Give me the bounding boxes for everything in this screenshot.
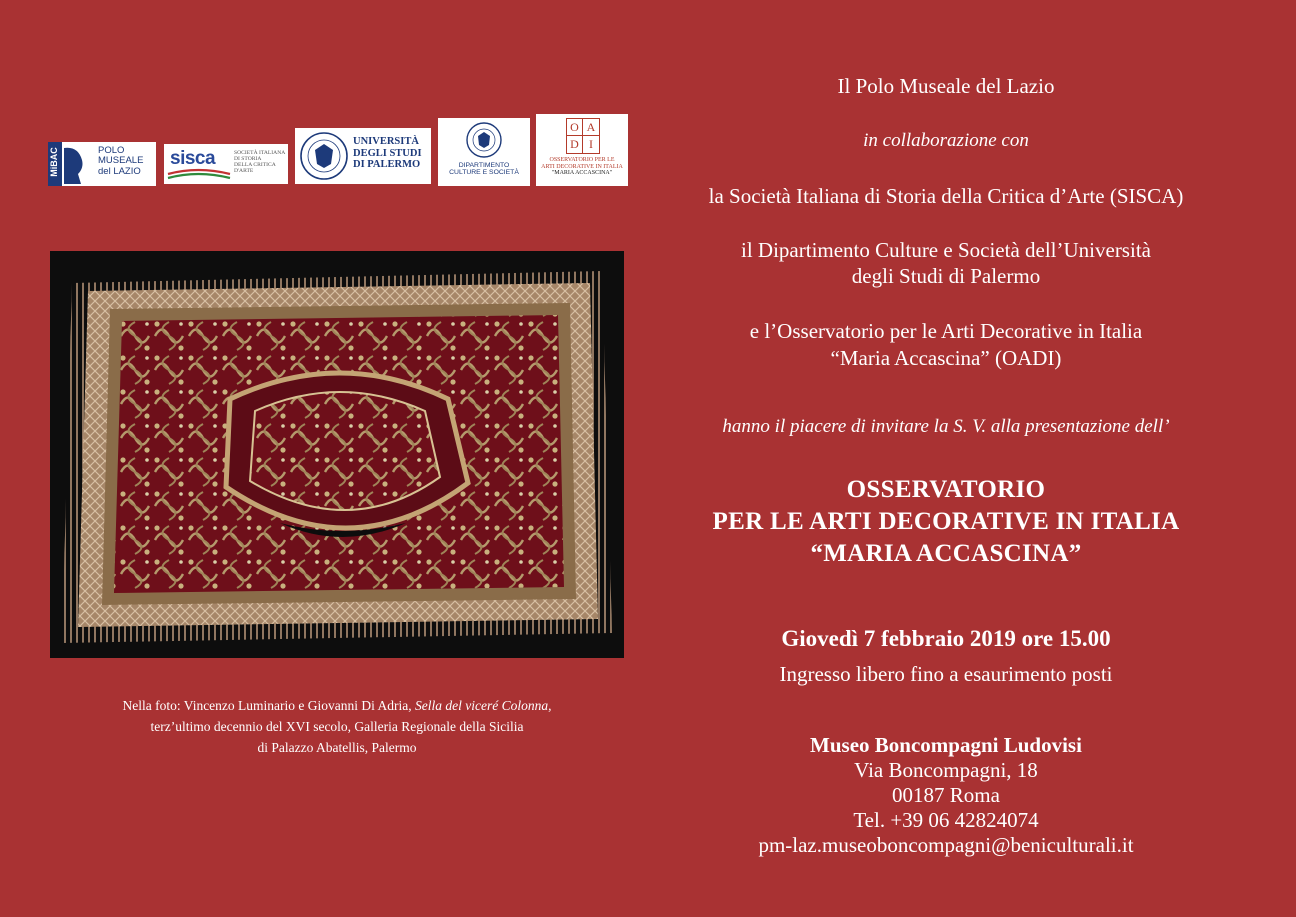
unipa-line-3: DI PALERMO [353,159,421,171]
oadi-grid [566,118,600,154]
event-date: Giovedì 7 febbraio 2019 ore 15.00 [781,626,1111,651]
mibac-line-3: del LAZIO [98,165,141,177]
event-title-line-1: OSSERVATORIO [846,476,1046,503]
unipa-line-1: UNIVERSITÀ [353,136,419,147]
mibac-line-1: POLO [98,145,125,156]
mibac-line-2: MUSEALE [98,155,144,167]
oadi-line-3: "MARIA ACCASCINA" [551,170,613,177]
caption-work-title: Sella del viceré Colonna [415,698,549,713]
invitation-line: hanno il piacere di invitare la S. V. alla presentazione dell’ [722,416,1170,437]
partner-sisca: la Società Italiana di Storia della Critica d’Arte (SISCA) [708,184,1184,208]
unipa-logo [295,128,431,184]
saddle-seat-inner [250,392,440,510]
partner-dipartimento-line-2: degli Studi di Palermo [851,264,1041,288]
partner-oadi-line-2: “Maria Accascina” (OADI) [830,346,1062,370]
oadi-letter-a: A [583,119,599,136]
sisca-logo [164,144,288,184]
oadi-line-1: OSSERVATORIO PER LE [549,157,615,163]
sisca-line-3: DELLA CRITICA [234,162,276,169]
organizer: Il Polo Museale del Lazio [837,74,1055,98]
sisca-line-1: SOCIETÀ ITALIANA [234,150,286,156]
venue-address: Via Boncompagni, 18 [854,758,1038,782]
mibac-logo [48,142,156,186]
collaboration-label: in collaborazione con [863,130,1029,151]
venue-email[interactable]: pm-laz.museoboncompagni@beniculturali.it [758,833,1134,857]
caption-line-3: di Palazzo Abatellis, Palermo [257,740,417,755]
sisca-wordmark: sisca [170,148,216,169]
dipartimento-logo [438,118,530,186]
event-title-line-2: PER LE ARTI DECORATIVE IN ITALIA [712,508,1180,535]
venue-city: 00187 Roma [892,783,1000,807]
caption-line-2: terz’ultimo decennio del XVI secolo, Galleria Regionale della Sicilia [150,719,524,734]
venue-name: Museo Boncompagni Ludovisi [810,733,1082,757]
venue-phone: Tel. +39 06 42824074 [853,808,1039,832]
entry-note: Ingresso libero fino a esaurimento posti [779,662,1113,686]
partner-logos [48,114,628,186]
unipa-line-2: DEGLI STUDI [353,147,422,159]
mibac-side-label: MiBAC [49,147,60,177]
dipartimento-line-2: CULTURE E SOCIETÀ [449,169,519,177]
partner-oadi-line-1: e l’Osservatorio per le Arti Decorative in Italia [749,319,1143,343]
caption-line-1 [50,695,624,716]
oadi-line-2: ARTI DECORATIVE IN ITALIA [541,163,623,170]
event-title-line-3: “MARIA ACCASCINA” [810,540,1082,567]
photo-caption [50,695,624,758]
caption-authors: Nella foto: Vincenzo Luminario e Giovanni Di Adria, [122,698,416,713]
sisca-line-4: D'ARTE [234,168,254,175]
oadi-letter-d: D [567,136,583,153]
caption-comma: , [548,698,552,713]
oadi-letter-i: I [589,137,593,151]
saddle-cloth-photo [50,251,624,658]
saddle-cloth-illustration [50,251,624,658]
partner-dipartimento-line-1: il Dipartimento Culture e Società dell’Università [741,238,1151,262]
dipartimento-line-1: DIPARTIMENTO [458,162,510,169]
oadi-letter-o: O [567,119,583,136]
sisca-line-2: DI STORIA [234,156,262,163]
